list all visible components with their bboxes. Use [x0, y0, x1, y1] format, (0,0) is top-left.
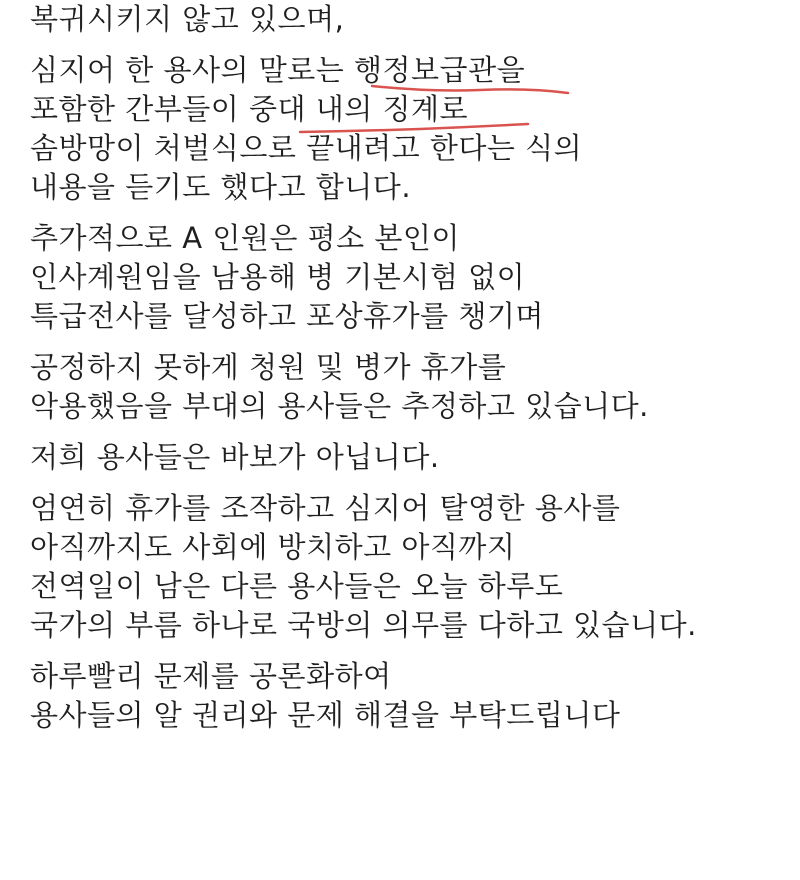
text-line: 내용을 듣기도 했다고 합니다. [30, 170, 412, 204]
text-line: 인사계원임을 남용해 병 기본시험 없이 [30, 260, 526, 294]
text-line: 하루빨리 문제를 공론화하여 [30, 659, 392, 693]
paragraph-1 [30, 0, 790, 39]
text-line: 국가의 부름 하나로 국방의 의무를 다하고 있습니다. [30, 608, 697, 642]
paragraph-6 [30, 489, 790, 645]
document-body [30, 0, 790, 735]
text-line: 아직까지도 사회에 방치하고 아직까지 [30, 530, 516, 564]
text-line: 솜방망이 처벌식으로 끝내려고 한다는 식의 [30, 131, 583, 165]
paragraph-5 [30, 438, 790, 477]
text-line: 전역일이 남은 다른 용사들은 오늘 하루도 [30, 569, 564, 603]
text-line: 추가적으로 A 인원은 평소 본인이 [30, 221, 460, 255]
text-line: 저희 용사들은 바보가 아닙니다. [30, 440, 440, 474]
paragraph-4 [30, 348, 790, 426]
paragraph-3 [30, 219, 790, 336]
text-line: 엄연히 휴가를 조작하고 심지어 탈영한 용사를 [30, 491, 621, 525]
text-line: 악용했음을 부대의 용사들은 추정하고 있습니다. [30, 389, 649, 423]
text-line: 특급전사를 달성하고 포상휴가를 챙기며 [30, 299, 544, 333]
text-line: 복귀시키지 않고 있으며, [30, 2, 345, 36]
text-line: 용사들의 알 권리와 문제 해결을 부탁드립니다 [30, 698, 621, 732]
text-line: 포함한 간부들이 중대 내의 징계로 [30, 92, 469, 126]
text-line: 공정하지 못하게 청원 및 병가 휴가를 [30, 350, 507, 384]
paragraph-7 [30, 657, 790, 735]
text-line: 심지어 한 용사의 말로는 행정보급관을 [30, 53, 526, 87]
paragraph-2 [30, 51, 790, 207]
